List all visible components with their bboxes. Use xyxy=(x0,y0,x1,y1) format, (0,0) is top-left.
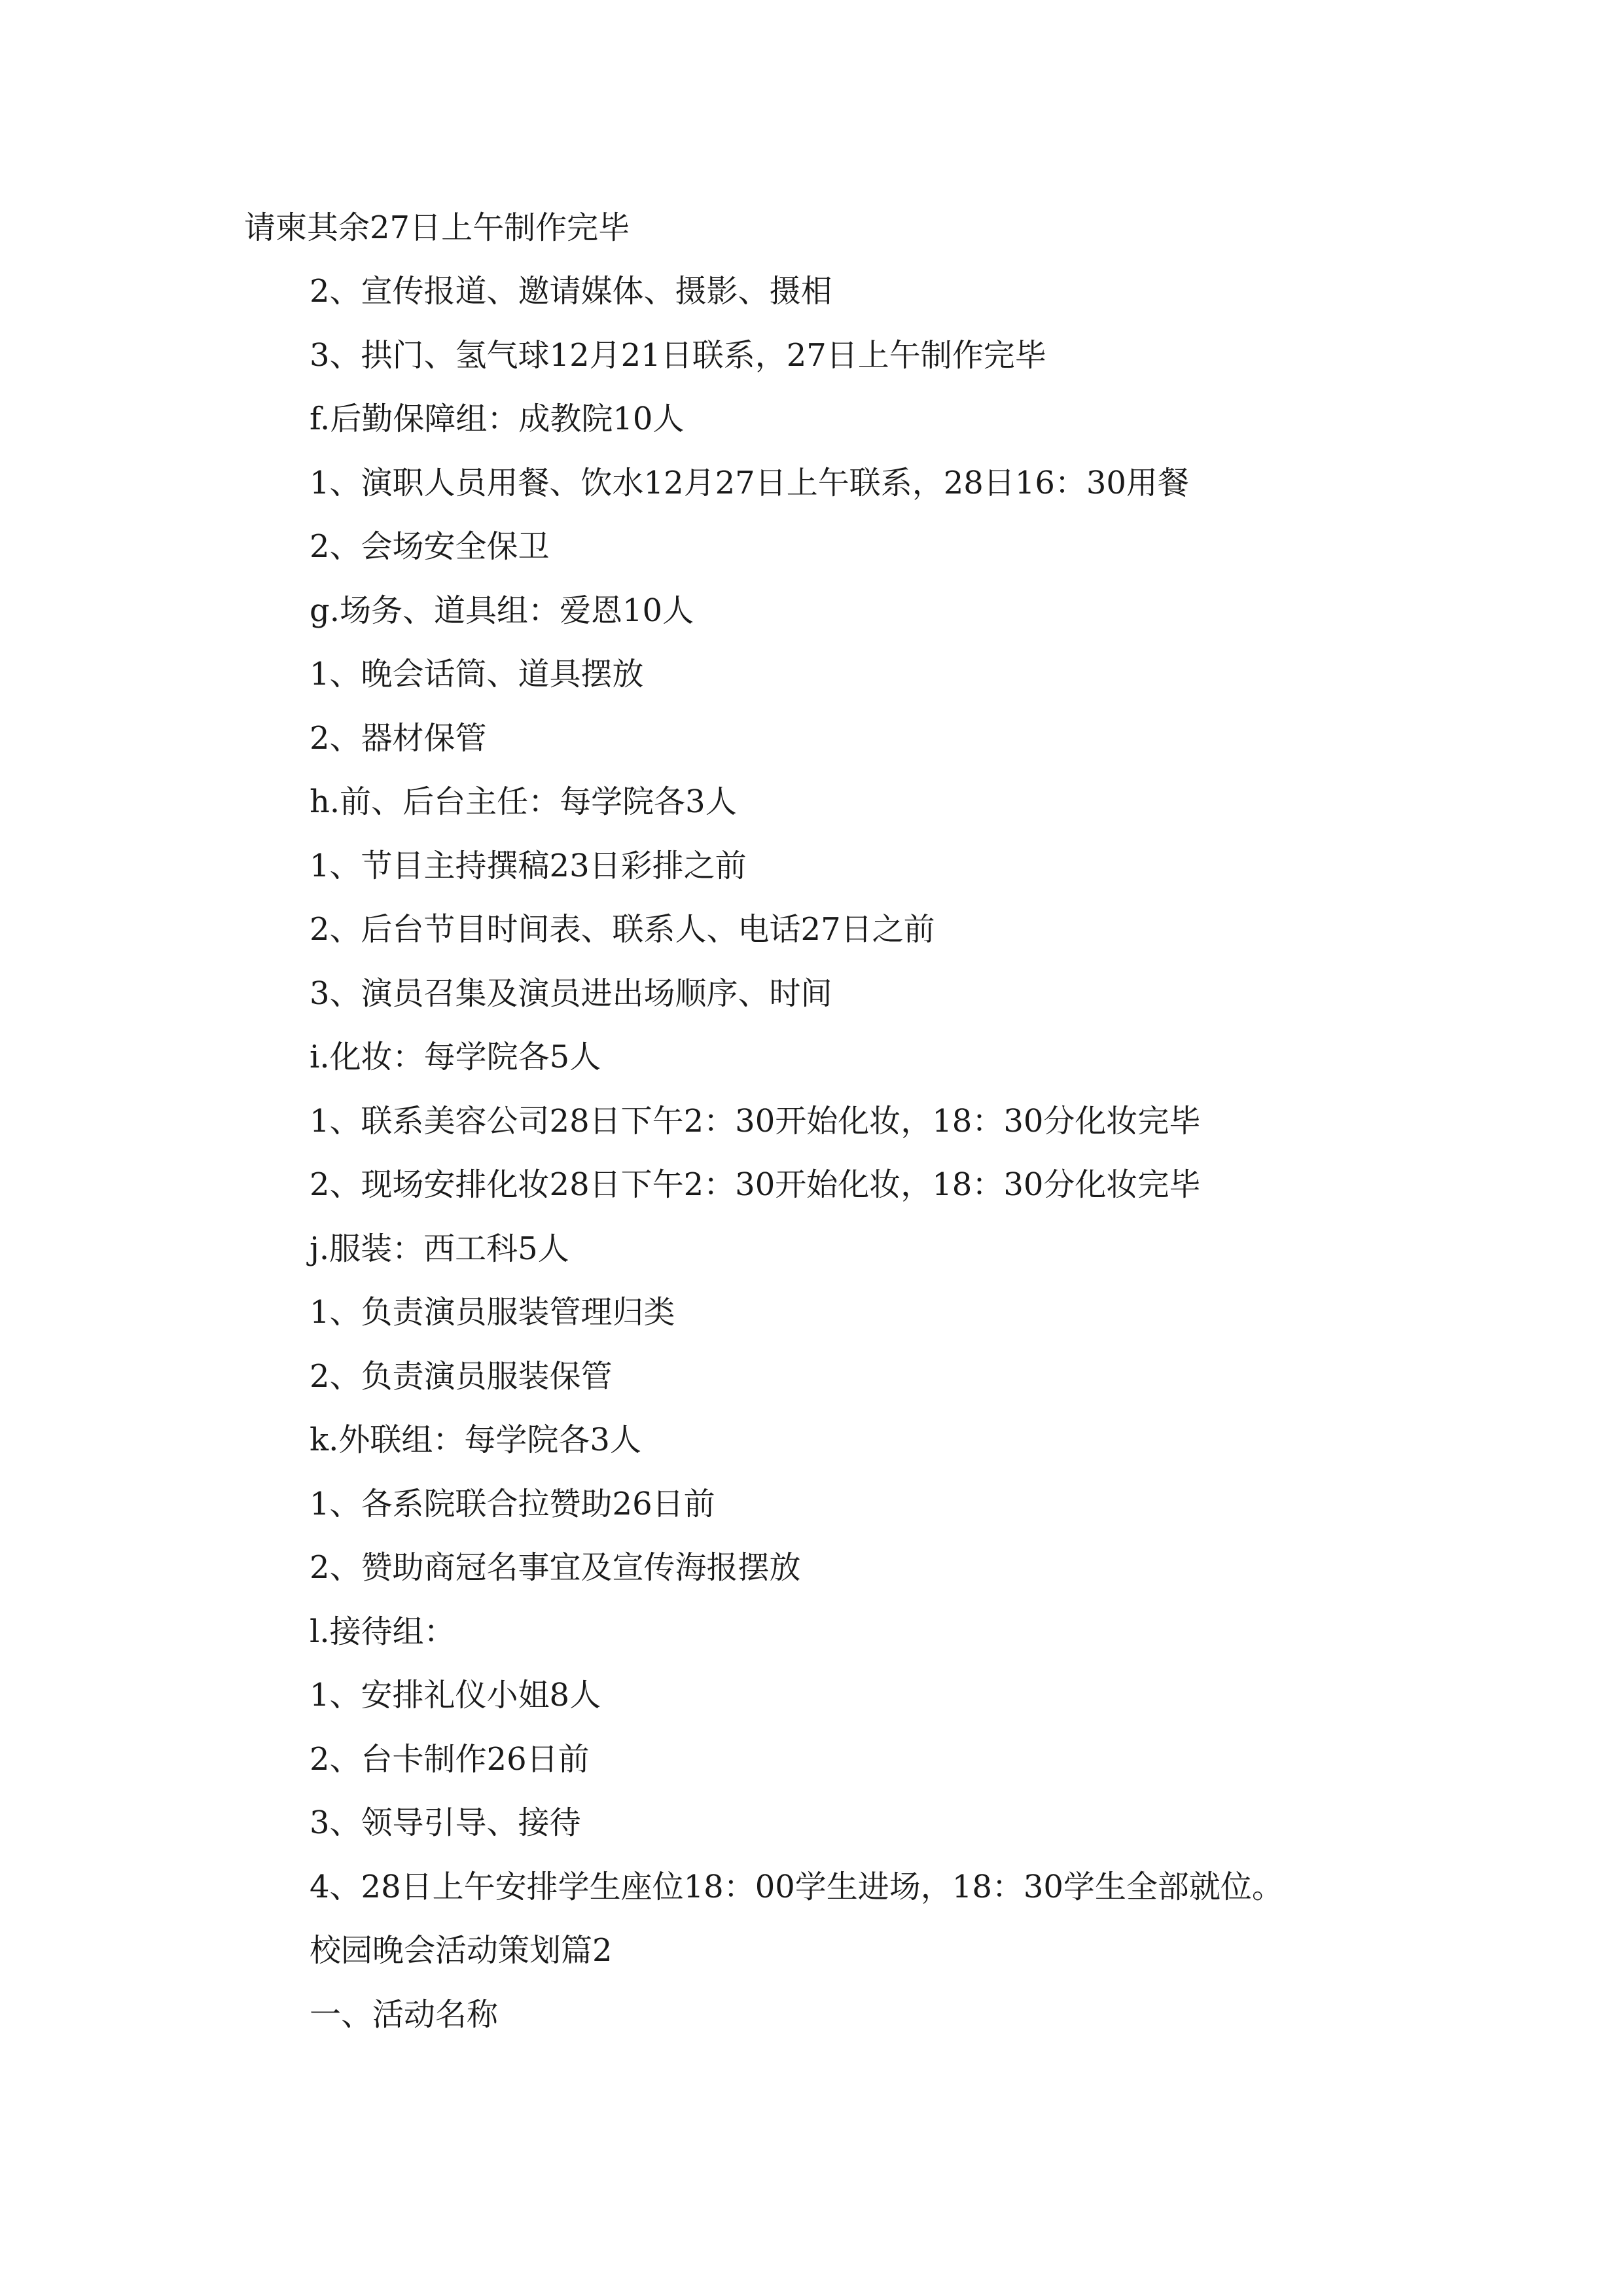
text-line: 1、联系美容公司28日下午2：30开始化妆，18：30分化妆完毕 xyxy=(310,1103,1201,1139)
section-heading: 一、活动名称 xyxy=(310,1996,499,2033)
text-line: 2、现场安排化妆28日下午2：30开始化妆，18：30分化妆完毕 xyxy=(310,1166,1201,1203)
section-heading: k.外联组：每学院各3人 xyxy=(310,1422,641,1458)
text-line: 2、负责演员服装保管 xyxy=(310,1358,613,1395)
text-line: 2、赞助商冠名事宜及宣传海报摆放 xyxy=(310,1549,801,1586)
text-line: 1、演职人员用餐、饮水12月27日上午联系，28日16：30用餐 xyxy=(310,465,1189,501)
text-line: 2、会场安全保卫 xyxy=(310,528,550,565)
text-line: 3、领导引导、接待 xyxy=(310,1804,581,1841)
article-title: 校园晚会活动策划篇2 xyxy=(310,1932,613,1969)
text-line: 请柬其余27日上午制作完毕 xyxy=(244,209,630,246)
section-heading: h.前、后台主任：每学院各3人 xyxy=(310,783,737,820)
text-line: 4、28日上午安排学生座位18：00学生进场，18：30学生全部就位。 xyxy=(310,1869,1283,1905)
text-line: 3、拱门、氢气球12月21日联系，27日上午制作完毕 xyxy=(310,337,1046,374)
text-line: 1、安排礼仪小姐8人 xyxy=(310,1677,601,1713)
text-line: 2、台卡制作26日前 xyxy=(310,1741,590,1778)
text-line: 1、晚会话筒、道具摆放 xyxy=(310,656,644,692)
text-line: 1、各系院联合拉赞助26日前 xyxy=(310,1486,715,1522)
section-heading: l.接待组： xyxy=(310,1613,455,1650)
section-heading: g.场务、道具组：爱恩10人 xyxy=(310,592,694,629)
text-line: 2、后台节目时间表、联系人、电话27日之前 xyxy=(310,911,935,948)
text-line: 2、宣传报道、邀请媒体、摄影、摄相 xyxy=(310,273,832,310)
text-line: 1、负责演员服装管理归类 xyxy=(310,1294,675,1331)
text-line: 3、演员召集及演员进出场顺序、时间 xyxy=(310,975,832,1012)
section-heading: f.后勤保障组：成教院10人 xyxy=(310,401,685,437)
text-line: 2、器材保管 xyxy=(310,720,487,757)
section-heading: j.服装：西工科5人 xyxy=(310,1230,569,1267)
text-line: 1、节目主持撰稿23日彩排之前 xyxy=(310,848,747,884)
section-heading: i.化妆：每学院各5人 xyxy=(310,1039,601,1075)
